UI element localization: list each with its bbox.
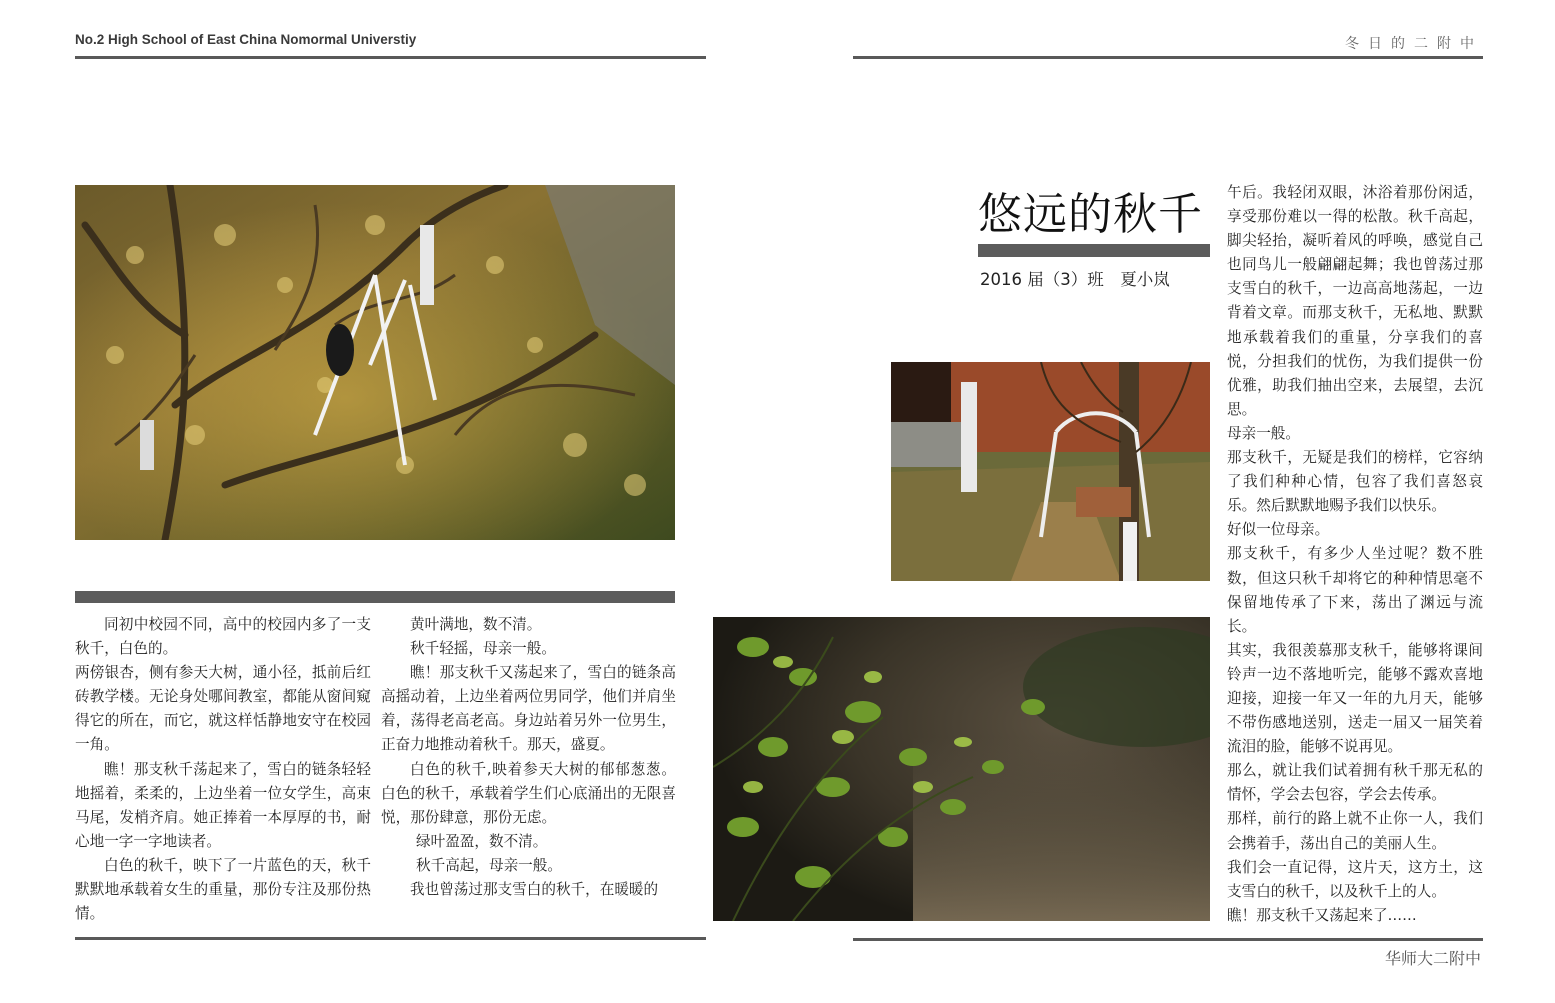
green-shrub-closeup-photo — [713, 617, 1210, 921]
article-column-2 — [381, 613, 676, 902]
article-column-1 — [75, 613, 371, 926]
paragraph: 两傍银杏，侧有参天大树，通小径，抵前后红砖教学楼。无论身处哪间教室，都能从窗间窥得它的所在，而它，就这样恬静地安守在校园一角。 — [75, 664, 371, 754]
paragraph: 白色的秋千,映着参天大树的郁郁葱葱。白色的秋千，承载着学生们心底涌出的无限喜悦，那份肆意，那份无虑。 — [381, 760, 676, 826]
paragraph: 母亲一般。 — [1227, 424, 1300, 442]
paragraph: 秋千轻摇，母亲一般。 — [410, 640, 556, 658]
paragraph: 白色的秋千，映下了一片蓝色的天，秋千默默地承载着女生的重量，那份专注及那份热情。 — [75, 856, 371, 923]
paragraph: 那支秋千，无疑是我们的榜样，它容纳了我们种种心情，包容了我们喜怒哀乐。然后默默地赐予我们以快乐。 — [1227, 449, 1483, 515]
footer-rule-left — [75, 937, 706, 940]
footer-school-name: 华师大二附中 — [1384, 949, 1481, 968]
paragraph: 那样，前行的路上就不止你一人，我们会携着手，荡出自己的美丽人生。 — [1227, 810, 1483, 852]
section-divider-band — [75, 591, 675, 603]
header-section-title: 冬日的二附中 — [1345, 36, 1483, 52]
title-underline-bar — [978, 244, 1210, 257]
paragraph: 瞧！那支秋千又荡起来了，雪白的链条高高摇动着，上边坐着两位男同学，他们并肩坐着，荡得老高老高。身边站着另外一位男生，正奋力地推动着秋千。那天，盛夏。 — [381, 664, 676, 754]
paragraph: 那么，就让我们试着拥有秋千那无私的情怀，学会去包容，学会去传承。 — [1227, 762, 1483, 804]
header-rule-right — [853, 56, 1483, 59]
header-rule-left — [75, 56, 706, 59]
paragraph: 黄叶满地，数不清。 — [410, 616, 542, 633]
paragraph: 其实，我很羡慕那支秋千，能够将课间铃声一边不落地听完，能够不露欢喜地迎接，迎接一年又一年的九月天，能够不带伤感地送别，送走一届又一届笑着流泪的脸，能够不说再见。 — [1227, 641, 1483, 756]
paragraph: 绿叶盈盈，数不清。 — [416, 832, 548, 850]
paragraph: 我也曾荡过那支雪白的秋千，在暖暖的 — [410, 881, 659, 899]
paragraph: 我们会一直记得，这片天，这方土，这支雪白的秋千，以及秋千上的人。 — [1227, 858, 1483, 900]
white-swing-under-tree-photo — [891, 362, 1210, 581]
footer-rule-right — [853, 938, 1483, 941]
paragraph: 瞧！那支秋千荡起来了，雪白的链条轻轻地摇着，柔柔的，上边坐着一位女学生，高束马尾，发梢齐肩。她正捧着一本厚厚的书，耐心地一字一字地读者。 — [75, 760, 371, 850]
paragraph: 同初中校园不同，高中的校园内多了一支秋千，白色的。 — [75, 616, 371, 658]
article-column-3 — [1227, 181, 1483, 928]
paragraph: 瞧！那支秋千又荡起来了…… — [1227, 906, 1417, 924]
article-title: 悠远的秋千 — [978, 189, 1203, 240]
paragraph: 那支秋千，有多少人坐过呢？数不胜数，但这只秋千却将它的种种情思毫不保留地传承了下来，荡出了渊远与流长。 — [1227, 545, 1483, 635]
article-byline: 2016 届（3）班 夏小岚 — [980, 270, 1170, 289]
paragraph: 秋千高起，母亲一般。 — [416, 856, 562, 874]
swing-in-ginkgo-grove-photo — [75, 185, 675, 540]
header-school-name: No.2 High School of East China Nomormal Universtiy — [75, 32, 417, 47]
paragraph: 午后。我轻闭双眼，沐浴着那份闲适，享受那份难以一得的松散。秋千高起，脚尖轻抬，凝听着风的呼唤，感觉自己也同鸟儿一般翩翩起舞；我也曾荡过那支雪白的秋千，一边高高地荡起，一边背着文章。而那支秋千，无私地、默默地承载着我们的重量，分享我们的喜悦，分担我们的忧伤，为我们提供一份优雅，助我们抽出空来，去展望，去沉思。 — [1227, 184, 1483, 418]
paragraph: 好似一位母亲。 — [1227, 521, 1330, 539]
